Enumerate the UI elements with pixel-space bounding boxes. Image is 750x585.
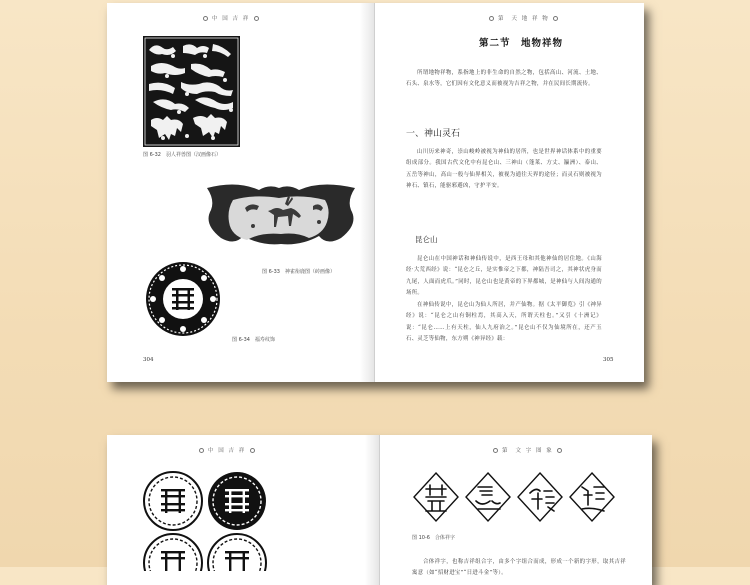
- spine-shadow-lower: [365, 435, 379, 585]
- book-spine: [374, 3, 375, 382]
- paragraph-kunlun-1: 昆仑山在中国神话和神仙传说中，是西王母和其他神仙的居住地。《山海经·大荒西经》说：“昆仑之丘，是实惟帝之下都，神陆吾司之，其神状虎身而九尾，人面而虎爪。”同时，昆仑山也是黄帝的下界都城，是神仙与人间沟通的场所。: [406, 256, 602, 297]
- right-running-head: 第 天 地 祥 物: [485, 14, 562, 22]
- heading-sacred-mountains: 一、神山灵石: [406, 129, 461, 139]
- paragraph-sacred-mountains: 山川历来神奇，崇山峻岭被视为神仙的居所，也是世界神话体系中的重要组成部分。我国古代文化中有昆仑山、三神山（蓬莱、方丈、瀛洲）、泰山、五岳等神山，高山一般与仙界相关，被视为通往天界的途径；而灵石则被视为神石、镇石，能驱邪避凶，守护平安。: [406, 149, 602, 190]
- left-running-head-lower: 中 国 吉 祥: [195, 446, 259, 454]
- double-happiness-medallions: [143, 471, 268, 571]
- right-running-head-lower: 第 文 字 图 象: [489, 446, 566, 454]
- fig-6-33-deer-panel: [201, 182, 361, 262]
- section-title: 第二节 地物祥物: [479, 38, 564, 49]
- caption-fig-10-6: 图 10-6 合体祥字: [412, 535, 455, 541]
- intro-paragraph: 所谓地物祥物，系指地上的非生命的自然之物，包括高山、河流、土地、石头、泉水等，它们因有文化意义而被视为吉祥之物，并在民间长期流传。: [406, 70, 602, 88]
- paragraph-composite-characters: 合体祥字，也称吉祥组合字，由多个字组合而成，形成一个新的字形，取其吉祥寓意（如“招财进宝”“日进斗金”等）。: [412, 559, 626, 577]
- heading-kunlun: 昆仑山: [415, 235, 438, 244]
- spine-shadow: [360, 3, 374, 382]
- book-spread-lower: [107, 435, 652, 585]
- fig-10-6-composite-characters: [412, 471, 617, 523]
- left-running-head: 中 国 吉 祥: [199, 14, 263, 22]
- caption-fig-6-34: 图 6-34 福寿纹饰: [232, 337, 275, 343]
- fig-6-32-rubbing: [143, 36, 240, 147]
- left-page-number: 304: [143, 357, 154, 363]
- caption-fig-6-33: 图 6-33 神雀衔鹿图（砖画像）: [262, 269, 335, 275]
- caption-fig-6-32: 图 6-32 羽人祥兽图（汉画像石）: [143, 152, 221, 158]
- fig-6-34-medallion: [145, 261, 221, 337]
- right-page-number: 305: [603, 357, 614, 363]
- paragraph-kunlun-2: 在神仙传说中，昆仑山为仙人所居，并产仙物。据《太平御览》引《神异经》说：“昆仑之山有铜柱焉，其高入天，所谓天柱也。”又引《十洲记》说：“昆仑……上有天柱，仙人九府治之。”昆仑山不仅为仙境所在，还产玉石、灵芝等仙物，东方朔《神异经》载：: [406, 302, 602, 343]
- book-spine-lower: [379, 435, 380, 585]
- book-spread-upper: [107, 3, 644, 382]
